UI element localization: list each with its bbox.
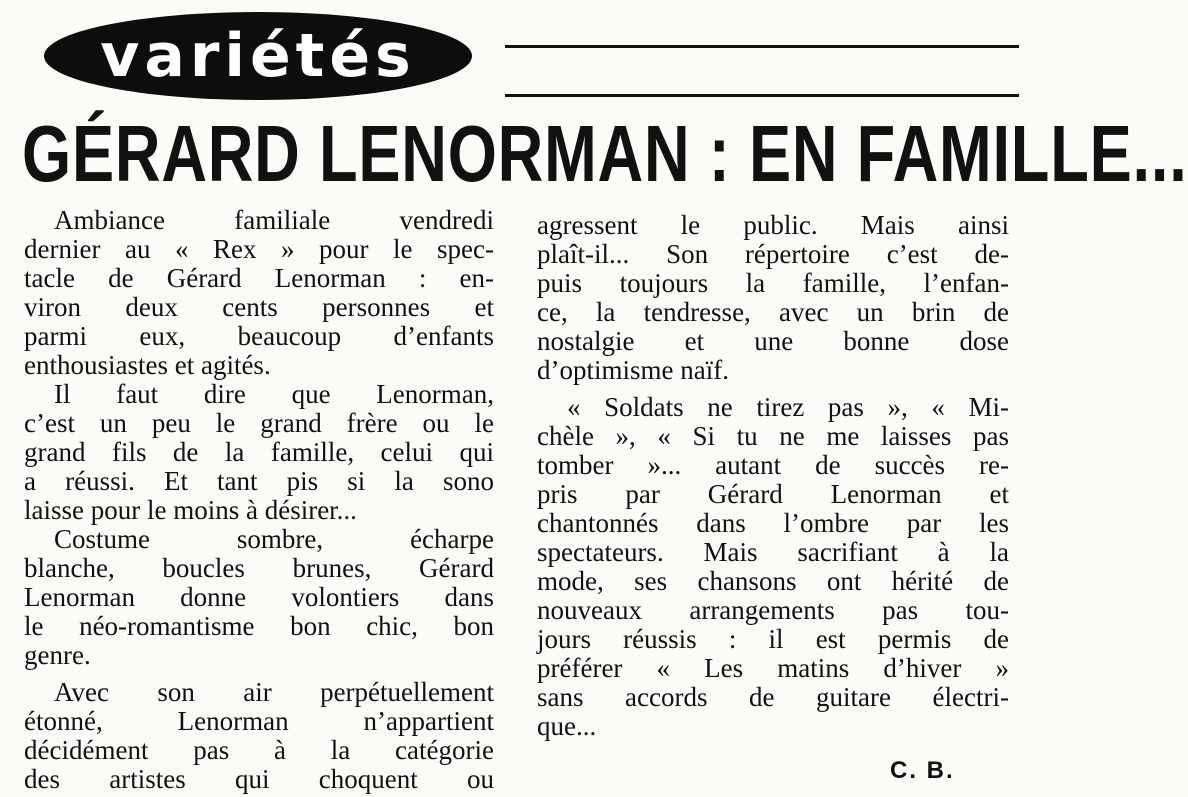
text-line: tomber »... autant de succès re- [537, 450, 1009, 480]
text-line: mode, ses chansons ont hérité de [537, 566, 1009, 596]
header-rule-top [505, 45, 1019, 48]
text-line: enthousiastes et agités. [24, 350, 271, 380]
text-line: laisse pour le moins à désirer... [24, 495, 357, 525]
text-line: dernier au « Rex » pour le spec- [24, 234, 494, 264]
text-line: c’est un peu le grand frère ou le [24, 408, 494, 438]
text-line: Avec son air perpétuellement [54, 677, 494, 707]
text-line: agressent le public. Mais ainsi [537, 210, 1009, 240]
text-line: étonné, Lenorman n’appartient [24, 706, 494, 736]
text-line: nouveaux arrangements pas tou- [537, 595, 1009, 625]
text-line: grand fils de la famille, celui qui [24, 437, 494, 467]
header-rule-bottom [505, 94, 1019, 97]
text-line: Costume sombre, écharpe [54, 524, 494, 554]
text-line: le néo-romantisme bon chic, bon [24, 611, 494, 641]
text-line: chantonnés dans l’ombre par les [537, 508, 1009, 538]
text-line: parmi eux, beaucoup d’enfants [24, 321, 494, 351]
text-line: préférer « Les matins d’hiver » [537, 653, 1009, 683]
text-line: jours réussis : il est permis de [537, 624, 1009, 654]
text-line: plaît-il... Son répertoire c’est de- [537, 239, 1009, 269]
text-line: ce, la tendresse, avec un brin de [537, 297, 1009, 327]
text-line: d’optimisme naïf. [537, 355, 729, 385]
text-line: pris par Gérard Lenorman et [537, 479, 1009, 509]
text-line: puis toujours la famille, l’enfan- [537, 268, 1009, 298]
author-signature: C. B. [890, 757, 955, 784]
text-line: nostalgie et une bonne dose [537, 326, 1009, 356]
text-line: genre. [24, 640, 91, 670]
text-line: Ambiance familiale vendredi [54, 205, 494, 235]
section-rubric: variétés [44, 12, 472, 100]
text-line: que... [537, 711, 597, 741]
article-column-left [24, 206, 494, 794]
text-line: blanche, boucles brunes, Gérard [24, 553, 494, 583]
text-line: sans accords de guitare électri- [537, 682, 1009, 712]
text-line: décidément pas à la catégorie [24, 735, 494, 765]
article-headline: GÉRARD LENORMAN : EN FAMILLE... [22, 109, 1188, 198]
text-line: spectateurs. Mais sacrifiant à la [537, 537, 1009, 567]
text-line: « Soldats ne tirez pas », « Mi- [567, 392, 1009, 422]
text-line: a réussi. Et tant pis si la sono [24, 466, 494, 496]
article-column-right [537, 211, 1009, 741]
text-line: des artistes qui choquent ou [24, 764, 494, 794]
text-line: chèle », « Si tu ne me laisses pas [537, 421, 1009, 451]
text-line: tacle de Gérard Lenorman : en- [24, 263, 494, 293]
text-line: viron deux cents personnes et [24, 292, 494, 322]
text-line: Lenorman donne volontiers dans [24, 582, 494, 612]
text-line: Il faut dire que Lenorman, [54, 379, 494, 409]
